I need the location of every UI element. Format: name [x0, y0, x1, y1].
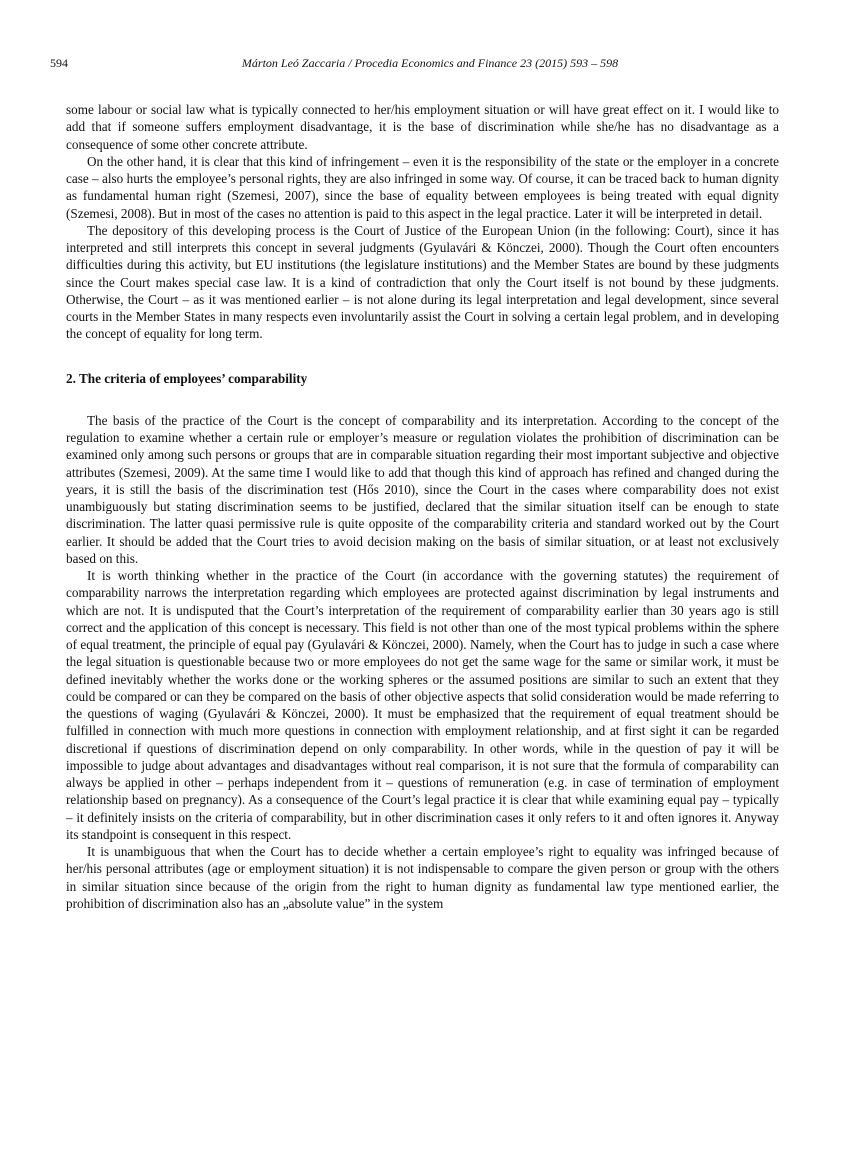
- running-title: Márton Leó Zaccaria / Procedia Economics and Finance 23 (2015) 593 – 598: [241, 56, 619, 70]
- article-body: [66, 101, 779, 912]
- page-header: [50, 56, 810, 74]
- paragraph-continued: some labour or social law what is typically connected to her/his employment situation or will have great effect on it. I would like to add that if someone suffers employment disadvantage, it is the base of discrimination while she/he has no disadvantage as a consequence of some other concrete attribute.: [66, 102, 779, 152]
- section-heading: 2. The criteria of employees’ comparability: [66, 370, 308, 386]
- paragraph-comparability-practice: It is worth thinking whether in the practice of the Court (in accordance with the governing statutes) the requirement of comparability narrows the interpretation regarding which employees are protected against discrimination by legal instruments and which are not. It is undisputed that the Court’s interpretation of the requirement of comparability earlier than 30 years ago is still correct and the application of this concept is necessary. This field is not other than one of the most typical problems within the sphere of equal treatment, the principle of equal pay (Gyulavári & Könczei, 2000). Namely, when the Court has to judge in such a case where the legal situation is questionable because two or more employees do not get the same wage for the same or similar work, it must be defined inevitably whether the works done or the working spheres or the assumed positions are similar to such an extent that they could be compared or can they be compared on the basis of other objective aspects that solid consideration would be made referring to the questions of waging (Gyulavári & Könczei, 2000). It must be emphasized that the requirement of equal treatment should be fulfilled in connection with much more questions in connection with employment relationship, and at first sight it can be regarded discretional if questions of discrimination depend on only comparability. In other words, while in the question of pay it will be impossible to judge about advantages and disadvantages without real comparison, it is not sure that the formula of comparability can always be applied in other – perhaps independent from it – questions of remuneration (e.g. in case of termination of employment relationship based on pregnancy). As a consequence of the Court’s legal practice it is clear that while examining equal pay – typically – it definitely insists on the criteria of comparability, but in other discrimination cases it only refers to it and often ignores it. Anyway its standpoint is consequent in this respect.: [66, 568, 779, 842]
- paragraph-comparability-basis: The basis of the practice of the Court is the concept of comparability and its interpretation. According to the concept of the regulation to examine whether a certain rule or employer’s measure or regulation violates the prohibition of discrimination can be examined only among such persons or groups that are in comparable situation regarding their most important subjective and objective attributes (Szemesi, 2009). At the same time I would like to add that though this kind of approach has refined and changed during the years, it is still the basis of the discrimination test (Hős 2010), since the Court in the cases where comparability does not exist unambiguously but stating discrimination seems to be justified, declared that the similar situation itself can be enough to state discrimination. The latter quasi permissive rule is quite opposite of the comparability criteria and standard worked out by the Court earlier. It should be added that the Court tries to avoid decision making on the basis of similar situation, or at least not exclusively based on this.: [66, 412, 779, 566]
- paragraph-personal-attributes: It is unambiguous that when the Court has to decide whether a certain employee’s right to equality was infringed because of her/his personal attributes (age or employment situation) it is not indispensable to compare the given person or group with the others in similar situation since because of the origin from the right to human dignity as fundamental law type mentioned earlier, the prohibition of discrimination also has an „absolute value” in the system: [66, 844, 779, 911]
- paragraph-court-depository: The depository of this developing process is the Court of Justice of the European Union (in the following: Court), since it has interpreted and still interprets this concept in several judgments (Gyulavári & Könczei, 2000). Though the Court often encounters difficulties during this activity, but EU institutions (the legislature institutions) and the Member States are bound by these judgments since the Court makes special case law. It is a kind of contradiction that only the Court itself is not bound by these judgments. Otherwise, the Court – as it was mentioned earlier – is not alone during its legal interpretation and legal development, since several courts in the Member States in many respects even involuntarily assist the Court in solving a certain legal problem, and in developing the concept of equality for long term.: [66, 222, 779, 342]
- paragraph-infringement: On the other hand, it is clear that this kind of infringement – even it is the responsibility of the state or the employer in a concrete case – also hurts the employee’s personal rights, they are also infringed in some way. Of course, it can be traced back to human dignity as fundamental human right (Szemesi, 2007), since the base of equality between employees is being treated with equal dignity (Szemesi, 2008). But in most of the cases no attention is paid to this aspect in the legal practice. Later it will be interpreted in detail.: [66, 153, 779, 221]
- page-number: 594: [50, 56, 68, 70]
